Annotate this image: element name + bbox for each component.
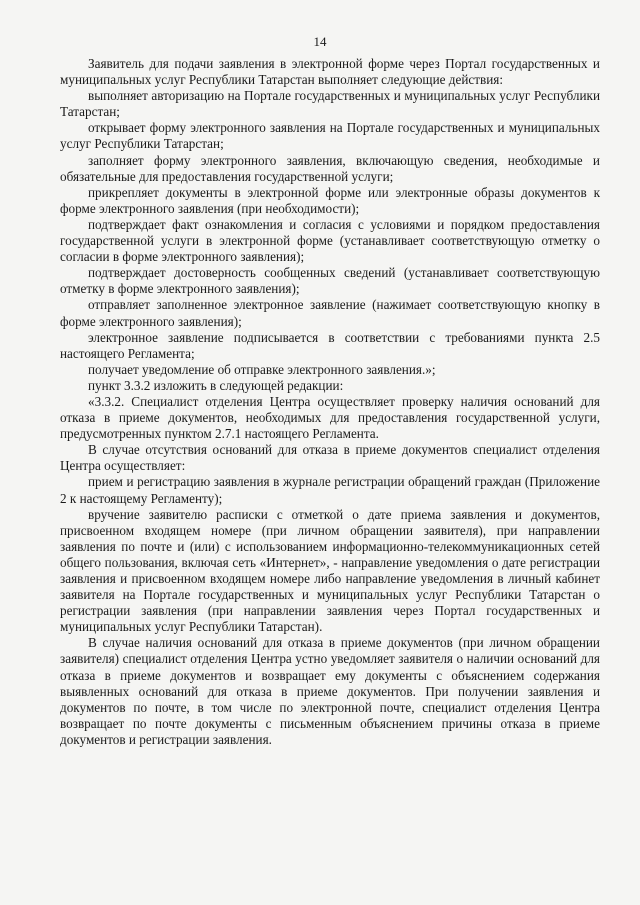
paragraph-step: подтверждает факт ознакомления и согласия с условиями и порядком предоставления государственной услуги в электронной форме (устанавливает соответствующую отметку о согласии в форме электронного заявления);: [60, 216, 600, 265]
paragraph-step: открывает форму электронного заявления на Портале государственных и муниципальных услуг Республики Татарстан;: [60, 120, 600, 152]
paragraph-step: заполняет форму электронного заявления, включающую сведения, необходимые и обязательные для предоставления государственной услуги;: [60, 152, 600, 184]
paragraph-step: получает уведомление об отправке электронного заявления.»;: [88, 361, 436, 377]
paragraph-step: электронное заявление подписывается в соответствии с требованиями пункта 2.5 настоящего Регламента;: [60, 329, 600, 361]
paragraph-action: прием и регистрацию заявления в журнале регистрации обращений граждан (Приложение 2 к настоящему Регламенту);: [60, 474, 600, 506]
page-number: 14: [313, 34, 327, 49]
paragraph-intro: Заявитель для подачи заявления в электронной форме через Портал государственных и муниципальных услуг Республики Татарстан выполняет следующие действия:: [60, 56, 600, 88]
paragraph-clause-3-3-2: «3.3.2. Специалист отделения Центра осуществляет проверку наличия оснований для отказа в приеме документов, необходимых для предоставления государственной услуги, предусмотренных пунктом 2.7.1 настоящего Регламента.: [60, 393, 600, 442]
paragraph-step: выполняет авторизацию на Портале государственных и муниципальных услуг Республики Татарстан;: [60, 88, 600, 120]
paragraph-action: вручение заявителю расписки с отметкой о дате приема заявления и документов, присвоенном входящем номере (при личном обращении заявителя), при направлении заявления по почте и (или) с использованием информационно-телекоммуникационных сетей общего пользования, включая сеть «Интернет», - направление уведомления о дате регистрации заявления и присвоенном входящем номере либо направление уведомления в личный кабинет заявителя на Портале государственных и муниципальных услуг Республики Татарстан о регистрации заявления (при направлении заявления через Портал государственных и муниципальных услуг Республики Татарстан).: [60, 506, 600, 635]
paragraph-refusal: В случае наличия оснований для отказа в приеме документов (при личном обращении заявителя) специалист отделения Центра устно уведомляет заявителя о наличии оснований для отказа в приеме документов и возвращает ему документы с объяснением содержания выявленных оснований для отказа в приеме документов. При получении заявления и документов по почте, в том числе по электронной почте, специалист отделения Центра возвращает по почте документы с письменным объяснением причины отказа в приеме документов и регистрации заявления.: [60, 635, 600, 747]
document-body: [60, 56, 600, 748]
paragraph-step: подтверждает достоверность сообщенных сведений (устанавливает соответствующую отметку в форме электронного заявления);: [60, 265, 600, 297]
paragraph-step: отправляет заполненное электронное заявление (нажимает соответствующую кнопку в форме электронного заявления);: [60, 297, 600, 329]
paragraph-amendment: пункт 3.3.2 изложить в следующей редакции:: [88, 377, 344, 393]
paragraph-step: прикрепляет документы в электронной форме или электронные образы документов к форме электронного заявления (при необходимости);: [60, 184, 600, 216]
paragraph-no-grounds: В случае отсутствия оснований для отказа в приеме документов специалист отделения Центра осуществляет:: [60, 442, 600, 474]
